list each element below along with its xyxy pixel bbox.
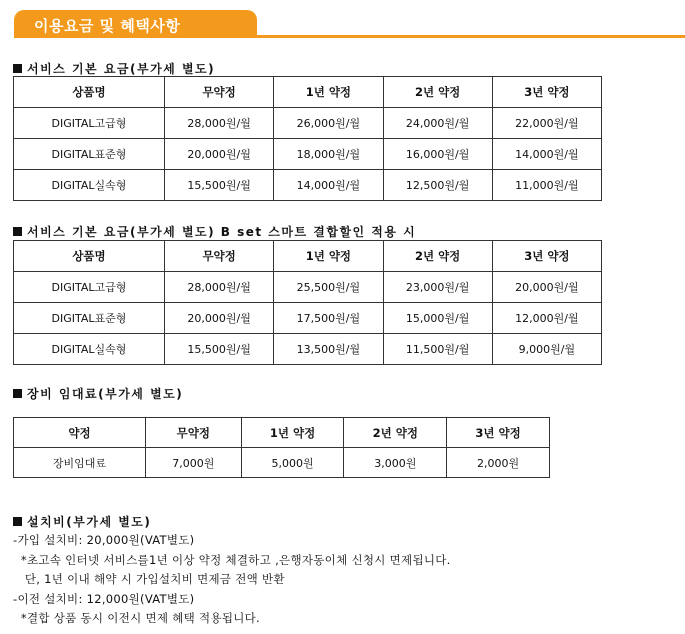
bullet-square-icon [13,64,22,73]
install-note-line: 단, 1년 이내 해약 시 가입설치비 면제금 전액 반환 [13,572,285,586]
install-note-line: -가입 설치비: 20,000원(VAT별도) [13,533,195,547]
price-cell: 13,500원/월 [274,334,383,365]
price-cell: 22,000원/월 [492,108,601,139]
price-cell: 14,000원/월 [492,139,601,170]
column-header: 무약정 [165,241,274,272]
column-header: 3년 약정 [447,418,550,448]
column-header: 무약정 [146,418,242,448]
price-cell: 24,000원/월 [383,108,492,139]
price-cell: 12,500원/월 [383,170,492,201]
price-cell: 11,500원/월 [383,334,492,365]
price-cell: 5,000원 [241,448,344,478]
price-cell: 14,000원/월 [274,170,383,201]
table-row [14,334,602,365]
price-cell: 28,000원/월 [165,272,274,303]
column-header: 상품명 [14,241,165,272]
table-row [14,448,550,478]
price-cell: 2,000원 [447,448,550,478]
basic-fee-table [13,76,602,201]
table-row [14,272,602,303]
table-header-row [14,77,602,108]
table-row [14,303,602,334]
price-cell: 16,000원/월 [383,139,492,170]
price-cell: 18,000원/월 [274,139,383,170]
price-cell: 25,500원/월 [274,272,383,303]
section-title-basic-fee: 서비스 기본 요금(부가세 별도) [13,60,215,77]
price-cell: 20,000원/월 [492,272,601,303]
column-header: 상품명 [14,77,165,108]
column-header: 1년 약정 [274,77,383,108]
price-cell: 26,000원/월 [274,108,383,139]
column-header: 1년 약정 [274,241,383,272]
product-name-cell: DIGITAL표준형 [14,139,165,170]
product-name-cell: DIGITAL표준형 [14,303,165,334]
column-header: 1년 약정 [241,418,344,448]
equipment-rental-table [13,417,550,478]
price-cell: 9,000원/월 [492,334,601,365]
table-row [14,108,602,139]
section-title-install-fee: 설치비(부가세 별도) [13,513,151,530]
install-note-line: *초고속 인터넷 서비스를1년 이상 약정 체결하고 ,은행자동이체 신청시 면제됩니다. [13,552,451,567]
table-header-row [14,241,602,272]
column-header: 3년 약정 [492,77,601,108]
page-title: 이용요금 및 혜택사항 [34,17,181,35]
product-name-cell: DIGITAL고급형 [14,272,165,303]
price-cell: 20,000원/월 [165,303,274,334]
table-header-row [14,418,550,448]
bset-discount-fee-table [13,240,602,365]
product-name-cell: DIGITAL고급형 [14,108,165,139]
column-header: 무약정 [165,77,274,108]
install-note-line: *결합 상품 동시 이전시 면제 혜택 적용됩니다. [13,611,261,625]
price-cell: 11,000원/월 [492,170,601,201]
table-row [14,170,602,201]
price-cell: 17,500원/월 [274,303,383,334]
product-name-cell: DIGITAL실속형 [14,170,165,201]
table-row [14,139,602,170]
column-header: 2년 약정 [383,77,492,108]
bullet-square-icon [13,389,22,398]
price-cell: 20,000원/월 [165,139,274,170]
column-header: 3년 약정 [492,241,601,272]
section-title-equipment-rental: 장비 임대료(부가세 별도) [13,385,183,402]
product-name-cell: 장비임대료 [14,448,146,478]
price-cell: 3,000원 [344,448,447,478]
price-cell: 12,000원/월 [492,303,601,334]
price-cell: 15,500원/월 [165,170,274,201]
install-fee-notes [13,531,451,629]
price-cell: 7,000원 [146,448,242,478]
price-cell: 15,500원/월 [165,334,274,365]
product-name-cell: DIGITAL실속형 [14,334,165,365]
column-header: 약정 [14,418,146,448]
bullet-square-icon [13,517,22,526]
price-cell: 15,000원/월 [383,303,492,334]
price-cell: 28,000원/월 [165,108,274,139]
install-note-line: -이전 설치비: 12,000원(VAT별도) [13,591,195,606]
price-cell: 23,000원/월 [383,272,492,303]
column-header: 2년 약정 [383,241,492,272]
column-header: 2년 약정 [344,418,447,448]
bullet-square-icon [13,227,22,236]
section-title-bset-fee: 서비스 기본 요금(부가세 별도) B set 스마트 결합할인 적용 시 [13,223,416,240]
